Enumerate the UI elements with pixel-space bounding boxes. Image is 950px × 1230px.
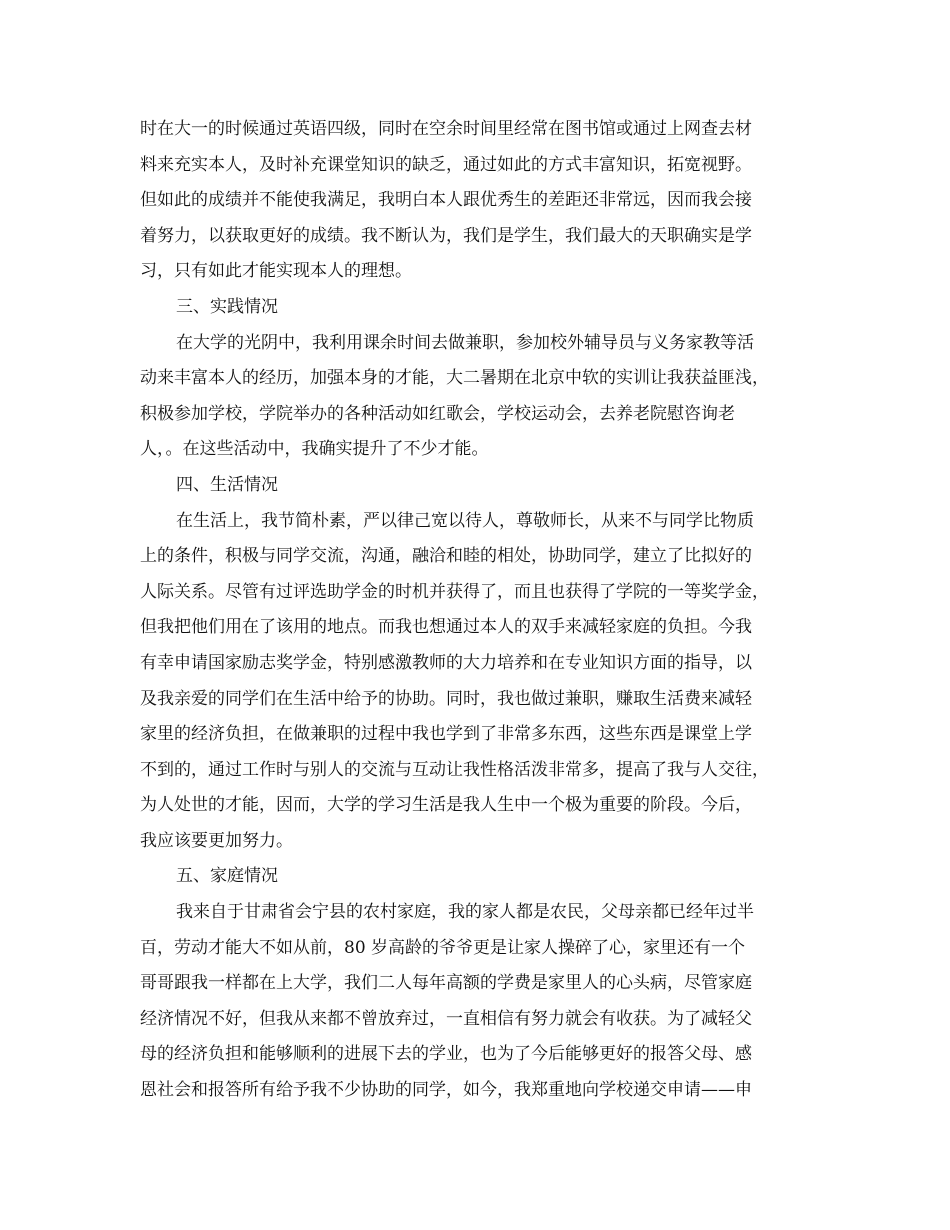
text-line: 有幸申请国家励志奖学金，特别感激教师的大力培养和在专业知识方面的指导，以	[140, 652, 752, 673]
text-line: 母的经济负担和能够顺利的进展下去的学业，也为了今后能够更好的报答父母、感	[140, 1044, 752, 1065]
section-heading-practice: 三、实践情况	[176, 296, 278, 317]
text-line: 上的条件，积极与同学交流，沟通，融洽和睦的相处，协助同学，建立了比拟好的	[140, 546, 752, 567]
paragraph-first-line: 在生活上，我节简朴素，严以律己宽以待人，尊敬师长，从来不与同学比物质	[176, 510, 754, 531]
section-heading-family: 五、家庭情况	[176, 866, 278, 887]
text-line: 我应该要更加努力。	[140, 830, 293, 851]
text-line: 但如此的成绩并不能使我满足，我明白本人跟优秀生的差距还非常远，因而我会接	[140, 190, 752, 211]
text-line: 为人处世的才能，因而，大学的学习生活是我人生中一个极为重要的阶段。今后，	[140, 795, 752, 816]
text-line: 人，。在这些活动中，我确实提升了不少才能。	[140, 439, 489, 460]
text-line: 家里的经济负担，在做兼职的过程中我也学到了非常多东西，这些东西是课堂上学	[140, 724, 752, 745]
text-line: 料来充实本人，及时补充课堂知识的缺乏，通过如此的方式丰富知识，拓宽视野。	[140, 154, 752, 175]
text-line: 但我把他们用在了该用的地点。而我也想通过本人的双手来减轻家庭的负担。今我	[140, 617, 752, 638]
text-line: 恩社会和报答所有给予我不少协助的同学，如今，我郑重地向学校递交申请——申	[140, 1080, 752, 1101]
document-body	[140, 112, 810, 1109]
text-line: 经济情况不好，但我从来都不曾放弃过，一直相信有努力就会有收获。为了减轻父	[140, 1008, 752, 1029]
text-line: 时在大一的时候通过英语四级，同时在空余时间里经常在图书馆或通过上网查去材	[140, 119, 752, 139]
text-line: 动来丰富本人的经历，加强本身的才能，大二暑期在北京中软的实训让我获益匪浅，	[140, 368, 769, 389]
section-heading-life: 四、生活情况	[176, 474, 278, 495]
text-line: 习，只有如此才能实现本人的理想。	[140, 261, 412, 282]
text-line: 及我亲爱的同学们在生活中给予的协助。同时，我也做过兼职，赚取生活费来减轻	[140, 688, 752, 709]
text-line: 百，劳动才能大不如从前，80 岁高龄的爷爷更是让家人操碎了心，家里还有一个	[140, 937, 746, 958]
paragraph-first-line: 在大学的光阴中，我利用课余时间去做兼职，参加校外辅导员与义务家教等活	[176, 332, 754, 353]
text-line: 哥哥跟我一样都在上大学，我们二人每年高额的学费是家里人的心头病，尽管家庭	[140, 973, 752, 994]
text-line: 人际关系。尽管有过评选助学金的时机并获得了，而且也获得了学院的一等奖学金，	[140, 581, 769, 602]
text-line: 着努力，以获取更好的成绩。我不断认为，我们是学生，我们最大的天职确实是学	[140, 225, 752, 246]
text-line: 不到的，通过工作时与别人的交流与互动让我性格活泼非常多，提高了我与人交往，	[140, 759, 769, 780]
text-line: 积极参加学校，学院举办的各种活动如红歌会，学校运动会，去养老院慰咨询老	[140, 403, 735, 424]
paragraph-first-line: 我来自于甘肃省会宁县的农村家庭，我的家人都是农民，父母亲都已经年过半	[176, 902, 754, 923]
